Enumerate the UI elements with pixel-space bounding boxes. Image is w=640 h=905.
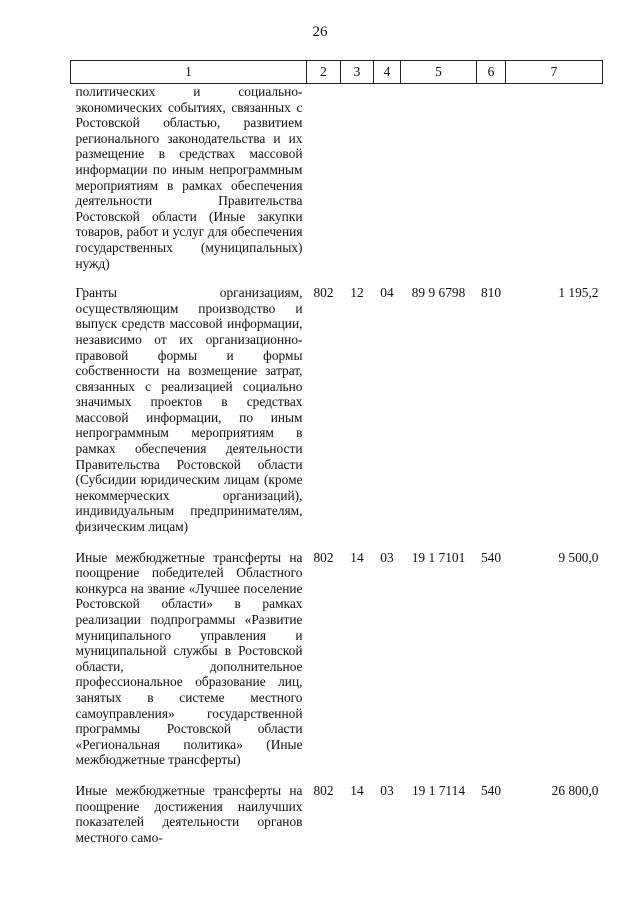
table-row xyxy=(71,84,603,286)
row-description: Иные межбюджетные трансферты на поощрение победителей Областного конкурса на звание «Лучшее поселение Ростовской области» в рамках реализации подпрограммы «Развитие муниципального управления и муниципальной службы в Ростовской области, дополнительное профессиональное образование лиц, занятых в системе местного самоуправления» государственной программы Ростовской области «Региональная политика» (Иные межбюджетные трансферты) xyxy=(75,549,303,768)
row-amount: 26 800,0 xyxy=(551,782,599,798)
column-header-6: 6 xyxy=(477,61,506,84)
column-header-4: 4 xyxy=(374,61,401,84)
budget-table xyxy=(70,60,603,845)
table-row xyxy=(71,783,603,845)
row-amount xyxy=(506,84,603,286)
row-description: Гранты организациям, осуществляющим производство и выпуск средств массовой информации, независимо от их организационно-правовой формы и формы собственности на возмещение затрат, связанных с реализацией социально значимых проектов в средствах массовой информации, по иным непрограммным мероприятиям в рамках обеспечения деятельности Правительства Ростовской области (Субсидии юридическим лицам (кроме некоммерческих организаций), индивидуальным предпринимателям, физическим лицам) xyxy=(75,285,303,535)
row-subsection-code xyxy=(374,84,401,286)
column-header-2: 2 xyxy=(307,61,341,84)
row-expense-type-code xyxy=(477,84,506,286)
row-description: политических и социально-экономических событиях, связанных с Ростовской областью, развитием регионального законодательства и их размещение в средствах массовой информации по иным непрограммным мероприятиям в рамках обеспечения деятельности Правительства Ростовской области (Иные закупки товаров, работ и услуг для обеспечения государственных (муниципальных) нужд) xyxy=(75,84,303,271)
row-ministry-code: 802 xyxy=(313,549,334,565)
row-section-code: 14 xyxy=(350,549,364,565)
column-header-3: 3 xyxy=(341,61,374,84)
column-header-7: 7 xyxy=(506,61,603,84)
column-header-1: 1 xyxy=(71,61,307,84)
row-subsection-code: 04 xyxy=(380,285,394,301)
row-amount: 1 195,2 xyxy=(558,285,599,301)
row-expense-type-code: 540 xyxy=(480,549,502,565)
table-row xyxy=(71,550,603,783)
page-number: 26 xyxy=(312,24,328,40)
row-section-code xyxy=(341,84,374,286)
row-description: Иные межбюджетные трансферты на поощрение достижения наилучших показателей деятельности органов местного само- xyxy=(75,782,303,845)
row-target-code: 19 1 7101 xyxy=(411,549,466,565)
row-section-code: 14 xyxy=(350,782,364,798)
row-ministry-code xyxy=(307,84,341,286)
row-target-code: 89 9 6798 xyxy=(411,285,466,301)
row-target-code xyxy=(401,84,477,286)
row-ministry-code: 802 xyxy=(313,782,334,798)
table-row xyxy=(71,285,603,550)
row-target-code: 19 1 7114 xyxy=(411,782,466,798)
row-subsection-code: 03 xyxy=(380,549,394,565)
table-header-row xyxy=(71,61,603,84)
row-expense-type-code: 540 xyxy=(480,782,502,798)
row-section-code: 12 xyxy=(350,285,364,301)
column-header-5: 5 xyxy=(401,61,477,84)
row-expense-type-code: 810 xyxy=(480,285,502,301)
row-subsection-code: 03 xyxy=(380,782,394,798)
row-amount: 9 500,0 xyxy=(558,549,599,565)
row-ministry-code: 802 xyxy=(313,285,334,301)
